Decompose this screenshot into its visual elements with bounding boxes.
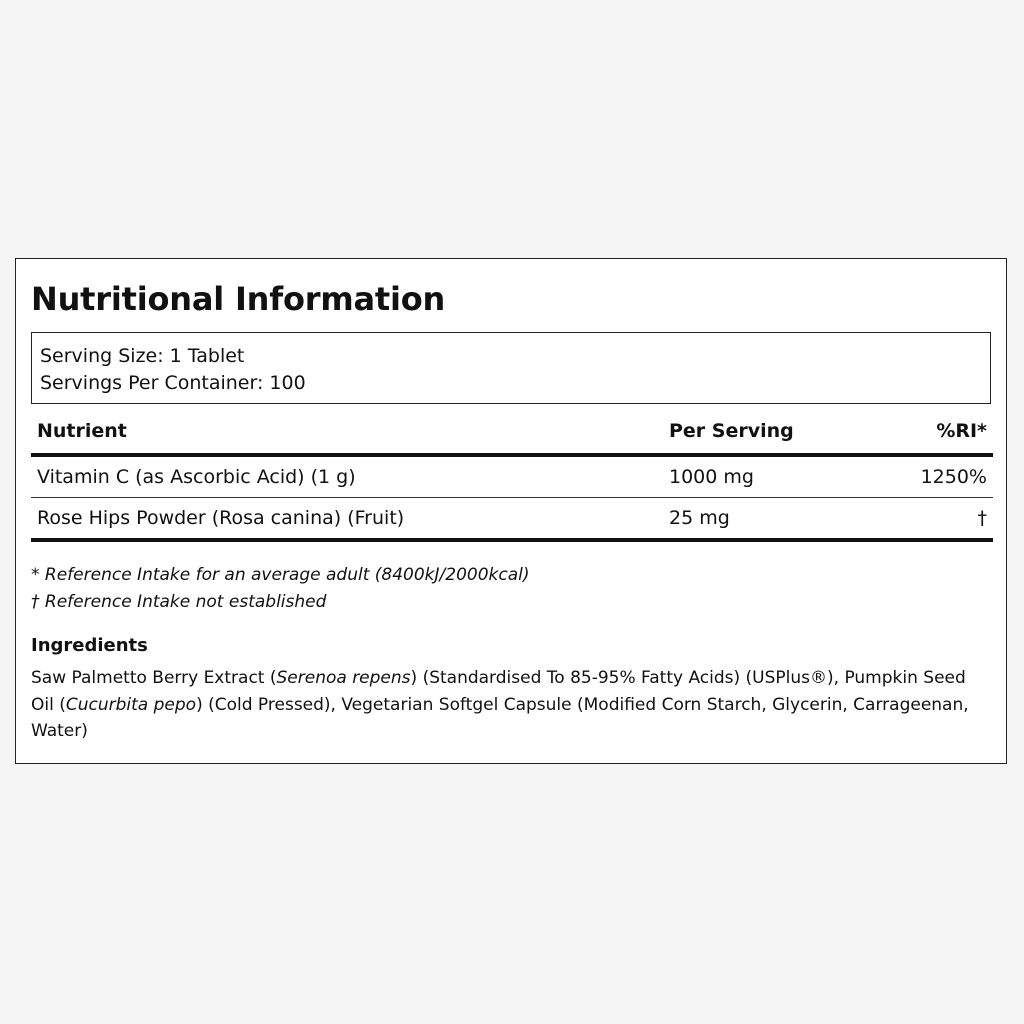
ingredients-text xyxy=(31,665,993,745)
header-row xyxy=(31,420,993,455)
header-per-serving: Per Serving xyxy=(663,420,895,455)
header-ri: %RI* xyxy=(895,420,993,455)
serving-size: Serving Size: 1 Tablet xyxy=(40,345,245,367)
ingredients-text-part: Saw Palmetto Berry Extract ( xyxy=(31,668,277,688)
ingredients-text-part: ) (Standardised To 85-95% Fatty Acids) (USPlus®), Pumpkin Seed Oil ( xyxy=(31,668,966,715)
footnote-reference-intake: * Reference Intake for an average adult (8400kJ/2000kcal) xyxy=(31,565,530,585)
ingredients-heading: Ingredients xyxy=(31,635,148,656)
ingredients-latin-name: Cucurbita pepo xyxy=(65,694,197,715)
ingredients-latin-name: Serenoa repens xyxy=(276,668,411,688)
table-row xyxy=(31,455,993,498)
nutrient-name: Rose Hips Powder (Rosa canina) (Fruit) xyxy=(31,498,663,541)
nutrition-panel xyxy=(15,258,1007,764)
nutrient-name: Vitamin C (as Ascorbic Acid) (1 g) xyxy=(31,455,663,498)
nutrient-amount: 1000 mg xyxy=(663,455,895,498)
nutrient-ri: 1250% xyxy=(895,455,993,498)
footnote-not-established: † Reference Intake not established xyxy=(31,592,327,612)
nutrient-amount: 25 mg xyxy=(663,498,895,541)
nutrient-table-body xyxy=(31,455,993,540)
servings-per-container: Servings Per Container: 100 xyxy=(40,372,306,394)
ingredients-text-part: ) (Cold Pressed), Vegetarian Softgel Capsule (Modified Corn Starch, Glycerin, Carrageenan, Water) xyxy=(31,694,969,741)
nutrient-ri: † xyxy=(895,498,993,541)
header-nutrient: Nutrient xyxy=(31,420,663,455)
serving-info-box xyxy=(31,332,991,404)
nutrient-table xyxy=(31,420,993,542)
footnotes xyxy=(31,562,991,616)
table-row xyxy=(31,498,993,541)
nutrient-table-header xyxy=(31,420,993,455)
panel-title: Nutritional Information xyxy=(31,280,446,318)
